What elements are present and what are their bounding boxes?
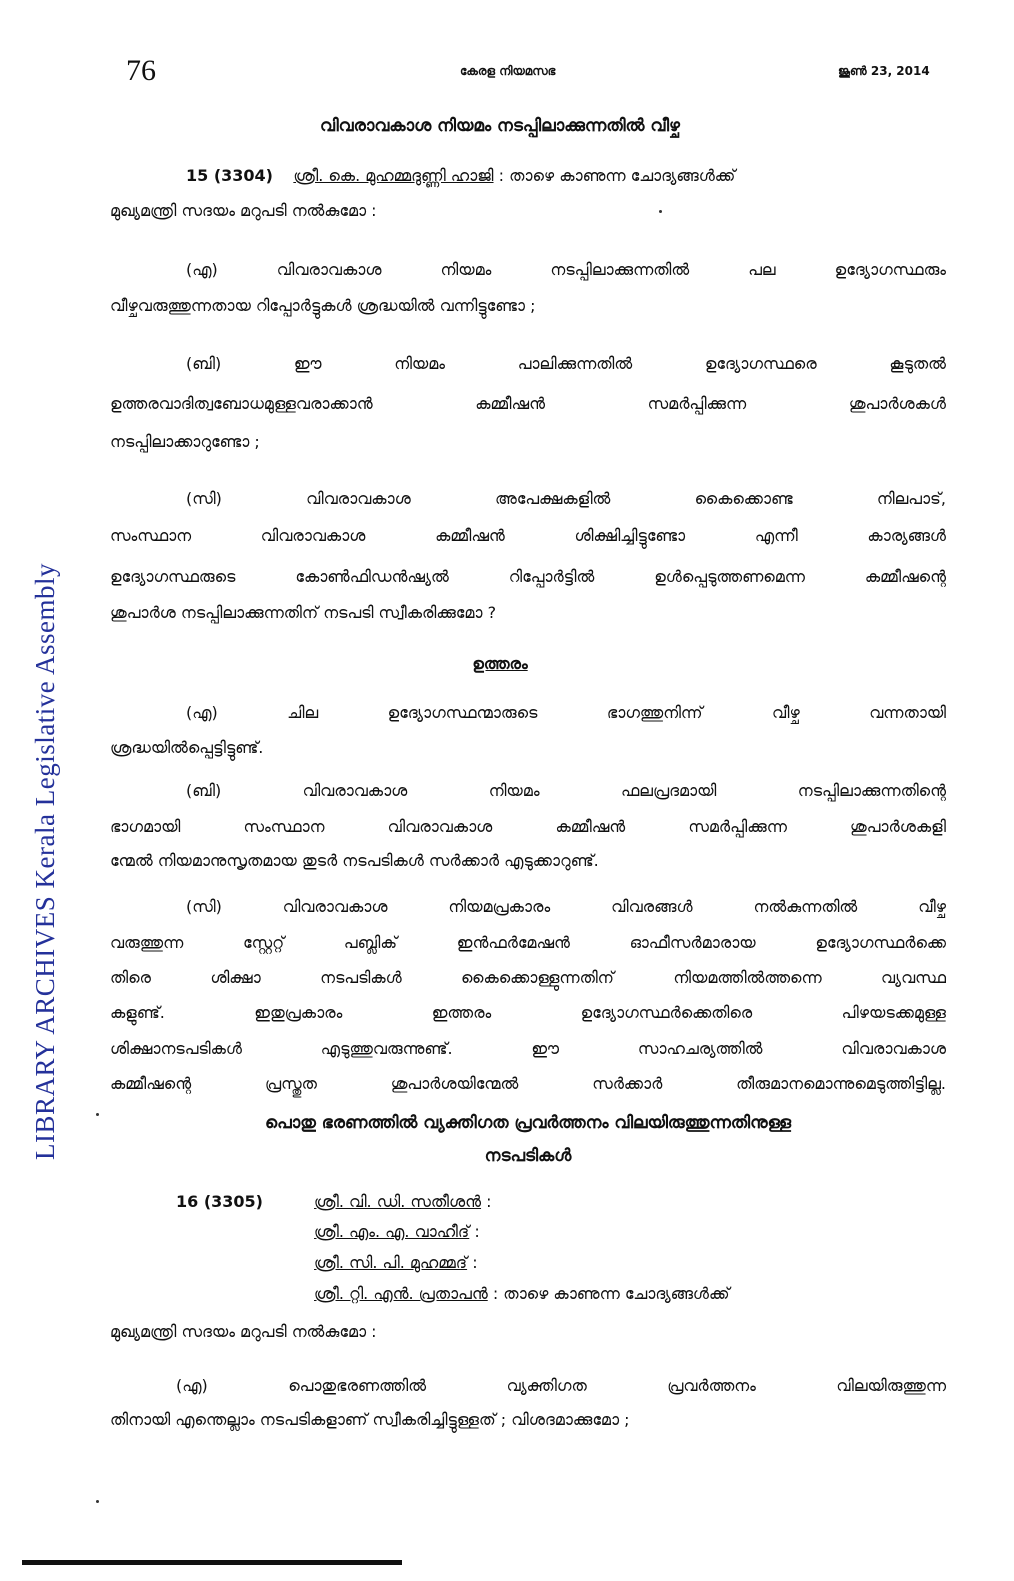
member-line-2: ശ്രീ. എം. എ. വാഹീദ് : — [314, 1222, 480, 1241]
page-number: 76 — [126, 54, 156, 87]
member-name: ശ്രീ. കെ. മുഹമ്മദുണ്ണി ഹാജി — [293, 166, 494, 185]
member-line-1: ശ്രീ. വി. ഡി. സതീശൻ : — [314, 1192, 492, 1211]
question-15-intro-line: മുഖ്യമന്ത്രി സദയം മറുപടി നൽകുമോ : — [110, 201, 377, 220]
answer-c-line2: വരുത്തുന്ന സ്റ്റേറ്റ് പബ്ലിക് ഇൻഫർമേഷൻ ഓഫീസർമാരായ ഉദ്യോഗസ്ഥർക്കെ — [110, 933, 946, 952]
member-line-4 — [314, 1280, 954, 1307]
member-name: ശ്രീ. എം. എ. വാഹീദ് — [314, 1222, 470, 1241]
scan-edge-rule — [22, 1560, 402, 1565]
question-16-title-line2: നടപടികൾ — [484, 1146, 572, 1166]
header-title: കേരള നിയമസഭ — [460, 64, 556, 78]
member-name: ശ്രീ. സി. പി. മുഹമ്മദ് — [314, 1253, 468, 1272]
answer-b-line2: ഭാഗമായി സംസ്ഥാന വിവരാവകാശ കമ്മീഷൻ സമർപ്പിക്കുന്ന ശുപാർശകളി — [110, 817, 946, 836]
page-header — [0, 50, 1014, 90]
intro-tail: : താഴെ കാണുന്ന ചോദ്യങ്ങൾക്ക് — [492, 1284, 730, 1303]
answer-c-line6: കമ്മീഷന്റെ പ്രസ്തുത ശുപാർശയിന്മേൽ സർക്കാർ തീരുമാനമൊന്നുമെടുത്തിട്ടില്ല. — [110, 1074, 946, 1093]
question-15-a-line1: (എ) വിവരാവകാശ നിയമം നടപ്പിലാക്കുന്നതിൽ പല ഉദ്യോഗസ്ഥരും — [186, 260, 946, 279]
header-date: ജൂൺ 23, 2014 — [838, 64, 930, 78]
question-15-c-line1: (സി) വിവരാവകാശ അപേക്ഷകളിൽ കൈക്കൊണ്ട നിലപാട്, — [186, 489, 946, 508]
question-15-a-line2: വീഴ്ചവരുത്തുന്നതായ റിപ്പോർട്ടുകൾ ശ്രദ്ധയിൽ വന്നിട്ടുണ്ടോ ; — [110, 296, 536, 315]
question-15-intro — [186, 162, 946, 189]
question-16-intro-line: മുഖ്യമന്ത്രി സദയം മറുപടി നൽകുമോ : — [110, 1322, 377, 1341]
intro-tail: : താഴെ കാണുന്ന ചോദ്യങ്ങൾക്ക് — [498, 166, 736, 185]
answer-c-line3: തിരെ ശിക്ഷാ നടപടികൾ കൈക്കൊള്ളുന്നതിന് നിയമത്തിൽത്തന്നെ വ്യവസ്ഥ — [110, 968, 946, 987]
question-15-title: വിവരാവകാശ നിയമം നടപ്പിലാക്കുന്നതിൽ വീഴ്ച — [320, 116, 680, 136]
answer-a-line2: ശ്രദ്ധയിൽപ്പെട്ടിട്ടുണ്ട്. — [110, 738, 264, 757]
question-15-b-line2: ഉത്തരവാദിത്വബോധമുള്ളവരാക്കാൻ കമ്മീഷൻ സമർപ്പിക്കുന്ന ശുപാർശകൾ — [110, 394, 946, 413]
question-16-number: 16 (3305) — [176, 1192, 263, 1211]
answer-c-line5: ശിക്ഷാനടപടികൾ എടുത്തുവരുന്നുണ്ട്. ഈ സാഹചര്യത്തിൽ വിവരാവകാശ — [110, 1039, 946, 1058]
question-15-c-line3: ഉദ്യോഗസ്ഥരുടെ കോൺഫിഡൻഷ്യൽ റിപ്പോർട്ടിൽ ഉൾപ്പെടുത്തണമെന്ന കമ്മീഷന്റെ — [110, 567, 946, 586]
question-15-b-line1: (ബി) ഈ നിയമം പാലിക്കുന്നതിൽ ഉദ്യോഗസ്ഥരെ കൂടുതൽ — [186, 354, 946, 373]
answer-heading: ഉത്തരം — [472, 654, 528, 673]
scan-speck — [659, 210, 662, 213]
question-15-c-line2: സംസ്ഥാന വിവരാവകാശ കമ്മീഷൻ ശിക്ഷിച്ചിട്ടുണ്ടോ എന്നീ കാര്യങ്ങൾ — [110, 526, 946, 545]
scan-speck — [96, 1113, 99, 1116]
member-name: ശ്രീ. വി. ഡി. സതീശൻ — [314, 1192, 482, 1211]
member-name: ശ്രീ. റ്റി. എൻ. പ്രതാപൻ — [314, 1284, 488, 1303]
scan-speck — [96, 1500, 99, 1503]
member-line-3: ശ്രീ. സി. പി. മുഹമ്മദ് : — [314, 1253, 478, 1272]
answer-b-line3: ന്മേൽ നിയമാനുസൃതമായ തുടർ നടപടികൾ സർക്കാർ എടുക്കാറുണ്ട്. — [110, 851, 599, 870]
question-15-b-line3: നടപ്പിലാക്കാറുണ്ടോ ; — [110, 432, 260, 451]
answer-a-line1: (എ) ചില ഉദ്യോഗസ്ഥന്മാരുടെ ഭാഗത്തുനിന്ന് വീഴ്ച വന്നതായി — [186, 703, 946, 722]
answer-c-line1: (സി) വിവരാവകാശ നിയമപ്രകാരം വിവരങ്ങൾ നൽകുന്നതിൽ വീഴ്ച — [186, 897, 946, 916]
answer-b-line1: (ബി) വിവരാവകാശ നിയമം ഫലപ്രദമായി നടപ്പിലാക്കുന്നതിന്റെ — [186, 781, 946, 800]
question-16-title-line1: പൊതു ഭരണത്തിൽ വ്യക്തിഗത പ്രവർത്തനം വിലയിരുത്തുന്നതിനുള്ള — [264, 1113, 792, 1133]
question-15-c-line4: ശുപാർശ നടപ്പിലാക്കുന്നതിന് നടപടി സ്വീകരിക്കുമോ ? — [110, 603, 497, 622]
question-16-a-line2: തിനായി എന്തെല്ലാം നടപടികളാണ് സ്വീകരിച്ചിട്ടുള്ളത് ; വിശദമാക്കുമോ ; — [110, 1410, 630, 1429]
archive-watermark: LIBRARY ARCHIVES Kerala Legislative Assembly — [30, 563, 60, 1160]
question-16-a-line1: (എ) പൊതുഭരണത്തിൽ വ്യക്തിഗത പ്രവർത്തനം വിലയിരുത്തുന്ന — [176, 1376, 946, 1395]
answer-c-line4: കളുണ്ട്. ഇതുപ്രകാരം ഇത്തരം ഉദ്യോഗസ്ഥർക്കെതിരെ പിഴയടക്കമുള്ള — [110, 1003, 946, 1022]
question-number: 15 (3304) — [186, 166, 273, 185]
